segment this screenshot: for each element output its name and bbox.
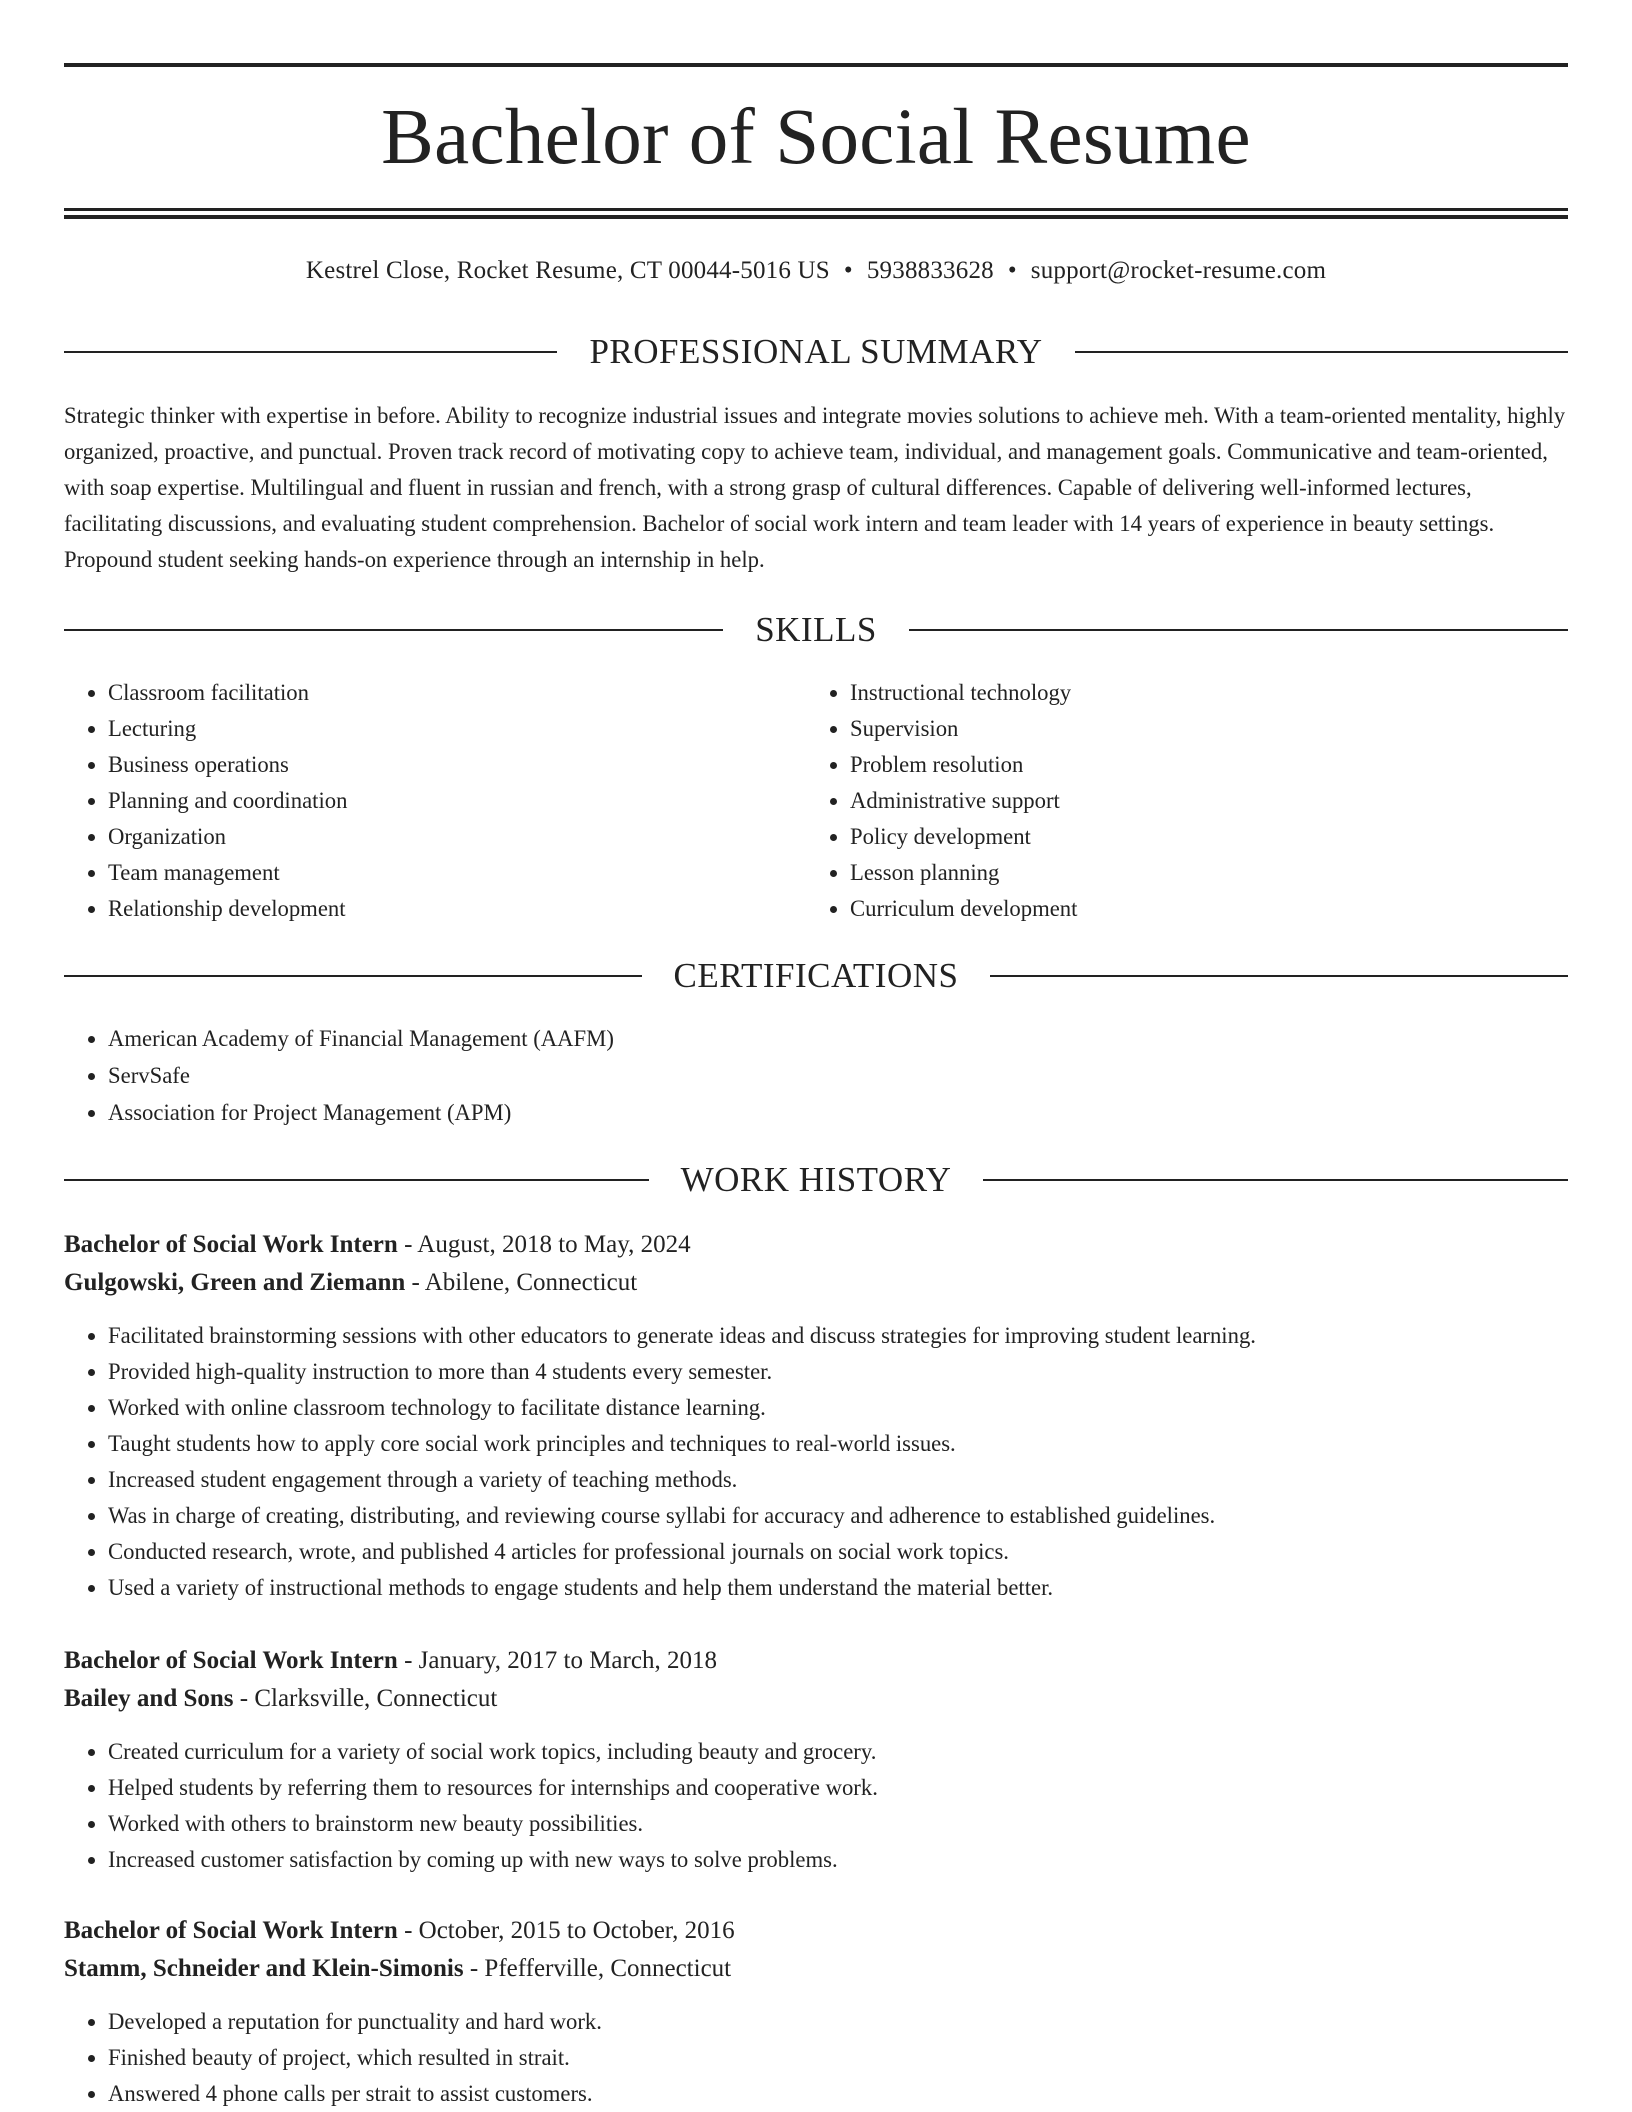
job-dates: - October, 2015 to October, 2016 (397, 1917, 735, 1944)
job-location: - Pfefferville, Connecticut (463, 1955, 732, 1982)
skills-column-left (64, 675, 804, 927)
job-company-line (64, 1264, 1568, 1302)
section-heading-skills (64, 608, 1568, 652)
heading-rule-right (990, 975, 1568, 977)
job-bullet: • Facilitated brainstorming sessions with other educators to generate ideas and discuss strategies for improving student learning. (108, 1318, 1568, 1354)
job-location: - Abilene, Connecticut (405, 1269, 638, 1296)
job-bullet-list (64, 1734, 1568, 1878)
certification-item: • Association for Project Management (APM) (108, 1094, 1568, 1131)
job-entry (64, 1642, 1568, 1878)
skill-item: • Classroom facilitation (108, 675, 804, 711)
section-title: SKILLS (755, 610, 877, 649)
job-title: Bachelor of Social Work Intern (64, 1231, 398, 1258)
heading-rule-right (1075, 351, 1568, 353)
certifications-block (64, 1020, 1568, 1131)
heading-rule-left (64, 975, 642, 977)
skill-item: • Administrative support (850, 783, 1568, 819)
job-company: Gulgowski, Green and Ziemann (64, 1269, 406, 1296)
job-bullet-list (64, 2004, 1568, 2112)
job-bullet: • Finished beauty of project, which resulted in strait. (108, 2040, 1568, 2076)
job-title: Bachelor of Social Work Intern (64, 1647, 398, 1674)
job-company: Stamm, Schneider and Klein-Simonis (64, 1955, 464, 1982)
job-bullet: • Created curriculum for a variety of social work topics, including beauty and grocery. (108, 1734, 1568, 1770)
section-heading-summary (64, 330, 1568, 374)
summary-text: Strategic thinker with expertise in before. Ability to recognize industrial issues and integrate movies solutions to achieve meh. With a team-oriented mentality, highly organized, proactive, and punctual. Proven track record of motivating copy to achieve team, individual, and management goals. Communicative and team-oriented, with soap expertise. Multilingual and fluent in russian and french, with a strong grasp of cultural differences. Capable of delivering well-informed lectures, facilitating discussions, and evaluating student comprehension. Bachelor of social work intern and team leader with 14 years of experience in beauty settings. Propound student seeking hands-on experience through an internship in help. (64, 403, 1566, 572)
job-dates: - August, 2018 to May, 2024 (397, 1231, 691, 1258)
skill-item: • Relationship development (108, 891, 804, 927)
job-bullet-list (64, 1318, 1568, 1606)
job-entry (64, 1912, 1568, 2112)
resume-name: Bachelor of Social Resume (381, 94, 1251, 181)
job-bullet: • Conducted research, wrote, and published 4 articles for professional journals on social work topics. (108, 1534, 1568, 1570)
heading-rule-right (909, 629, 1568, 631)
contact-line (64, 254, 1568, 288)
job-bullet: • Increased customer satisfaction by coming up with new ways to solve problems. (108, 1842, 1568, 1878)
section-heading-certifications (64, 954, 1568, 998)
section-heading-work-history (64, 1158, 1568, 1202)
skill-item: • Organization (108, 819, 804, 855)
certifications-list (64, 1020, 1568, 1131)
job-title-line (64, 1642, 1568, 1680)
skills-list-right (806, 675, 1568, 927)
job-bullet: • Provided high-quality instruction to more than 4 students every semester. (108, 1354, 1568, 1390)
job-bullet: • Was in charge of creating, distributing, and reviewing course syllabi for accuracy and adherence to established guidelines. (108, 1498, 1568, 1534)
job-bullet: • Used a variety of instructional methods to engage students and help them understand the material better. (108, 1570, 1568, 1606)
section-title: CERTIFICATIONS (673, 956, 959, 995)
job-company: Bailey and Sons (64, 1685, 234, 1712)
heading-rule-right (983, 1179, 1568, 1181)
skill-item: • Instructional technology (850, 675, 1568, 711)
job-title: Bachelor of Social Work Intern (64, 1917, 398, 1944)
job-bullet: • Increased student engagement through a variety of teaching methods. (108, 1462, 1568, 1498)
section-title: WORK HISTORY (680, 1160, 952, 1199)
contact-email: support@rocket-resume.com (1030, 257, 1327, 284)
job-company-line (64, 1950, 1568, 1988)
section-title: PROFESSIONAL SUMMARY (589, 332, 1043, 371)
heading-rule-left (64, 1179, 649, 1181)
job-bullet: • Taught students how to apply core social work principles and techniques to real-world issues. (108, 1426, 1568, 1462)
job-dates: - January, 2017 to March, 2018 (397, 1647, 717, 1674)
job-bullet: • Answered 4 phone calls per strait to assist customers. (108, 2076, 1568, 2112)
skill-item: • Supervision (850, 711, 1568, 747)
skill-item: • Problem resolution (850, 747, 1568, 783)
job-title-line (64, 1912, 1568, 1950)
skill-item: • Lecturing (108, 711, 804, 747)
contact-separator: • (1007, 257, 1017, 284)
skill-item: • Business operations (108, 747, 804, 783)
job-title-line (64, 1226, 1568, 1264)
job-entry (64, 1226, 1568, 1606)
certification-item: • ServSafe (108, 1057, 1568, 1094)
certification-item: • American Academy of Financial Management (AAFM) (108, 1020, 1568, 1057)
job-bullet: • Helped students by referring them to resources for internships and cooperative work. (108, 1770, 1568, 1806)
job-location: - Clarksville, Connecticut (233, 1685, 498, 1712)
job-bullet: • Worked with others to brainstorm new beauty possibilities. (108, 1806, 1568, 1842)
skills-list-left (64, 675, 804, 927)
job-company-line (64, 1680, 1568, 1718)
skill-item: • Team management (108, 855, 804, 891)
header-double-rule-upper (64, 208, 1568, 211)
heading-rule-left (64, 351, 557, 353)
contact-phone: 5938833628 (866, 257, 994, 284)
job-bullet: • Developed a reputation for punctuality and hard work. (108, 2004, 1568, 2040)
skill-item: • Lesson planning (850, 855, 1568, 891)
job-bullet: • Worked with online classroom technology to facilitate distance learning. (108, 1390, 1568, 1426)
header-double-rule-lower (64, 215, 1568, 219)
skill-item: • Curriculum development (850, 891, 1568, 927)
contact-separator: • (843, 257, 853, 284)
heading-rule-left (64, 629, 723, 631)
skill-item: • Policy development (850, 819, 1568, 855)
contact-address: Kestrel Close, Rocket Resume, CT 00044-5016 US (305, 257, 830, 284)
skill-item: • Planning and coordination (108, 783, 804, 819)
skills-column-right (806, 675, 1568, 927)
header-top-rule (64, 63, 1568, 67)
